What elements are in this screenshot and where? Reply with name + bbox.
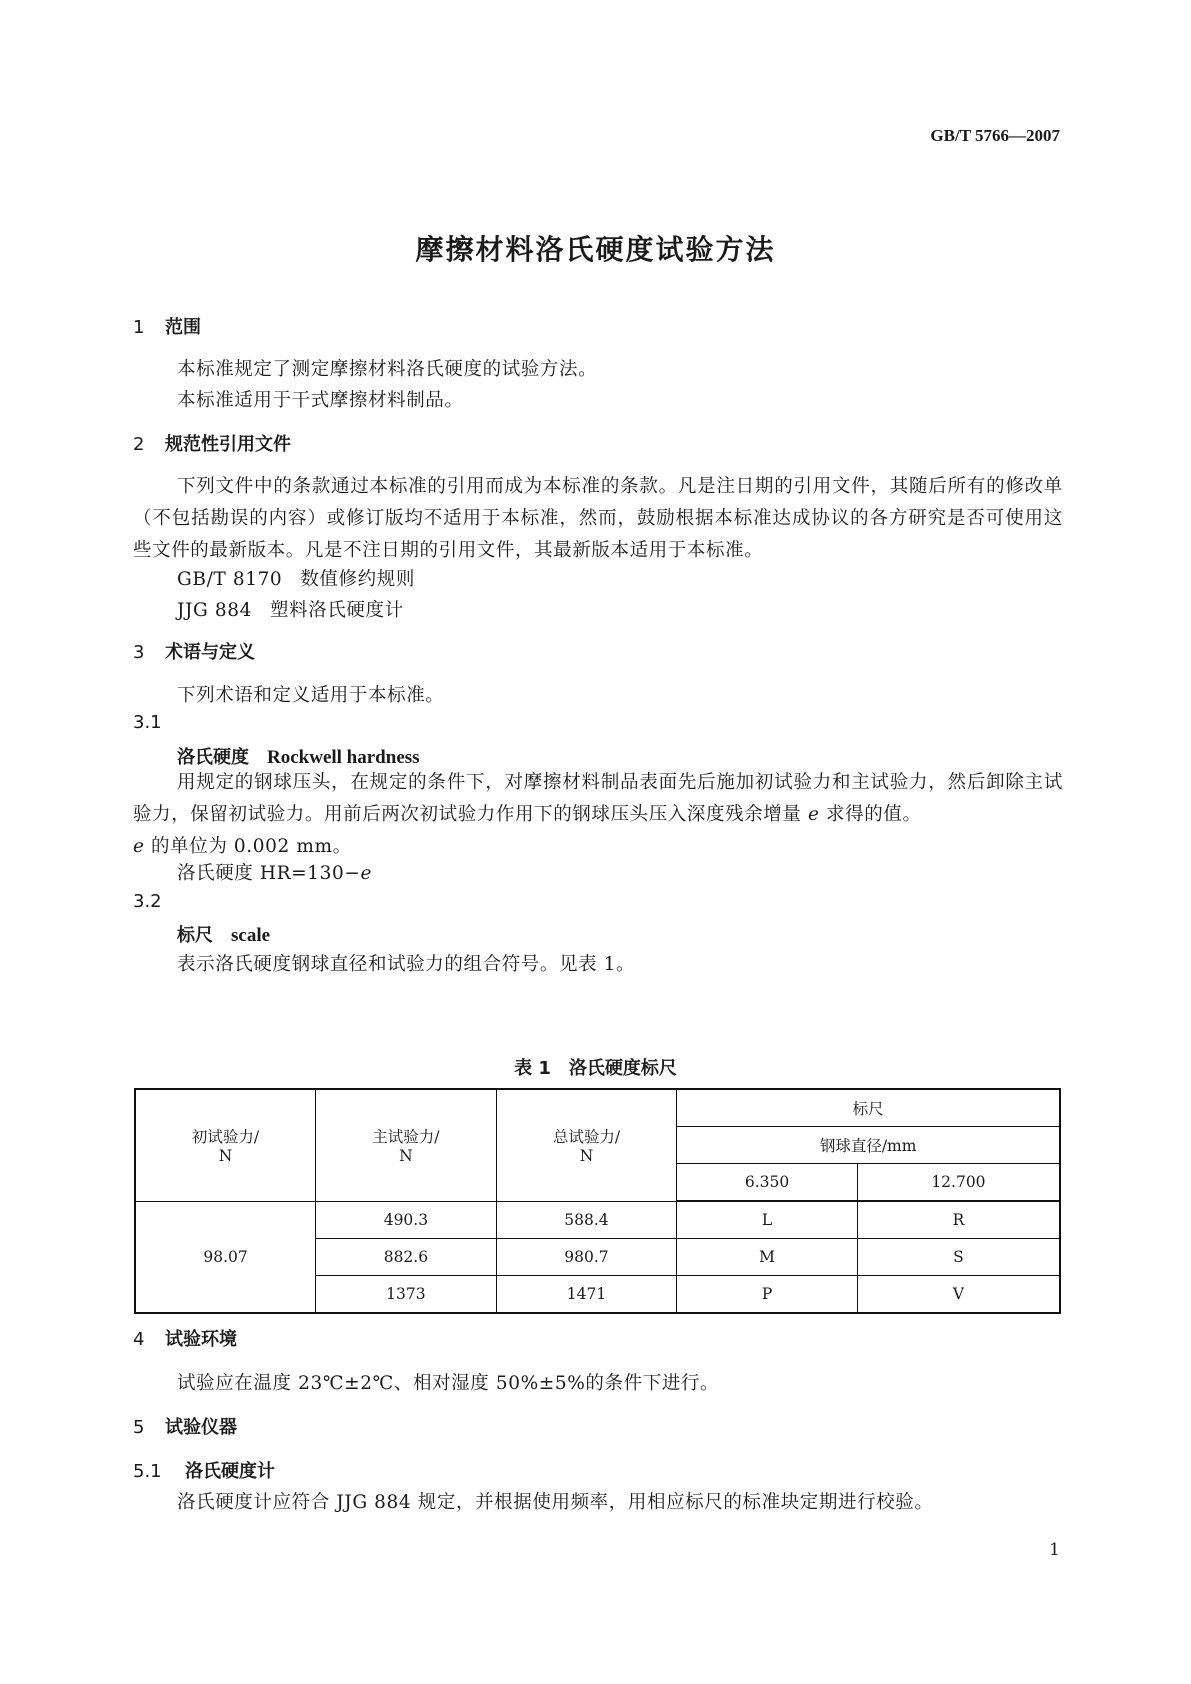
section-title: 试验仪器 xyxy=(165,1417,237,1438)
document-title: 摩擦材料洛氏硬度试验方法 xyxy=(415,233,776,266)
main-force-cell: 490.3 xyxy=(316,1201,497,1239)
main-force-cell: 882.6 xyxy=(316,1239,497,1276)
scale-a-cell: L xyxy=(677,1201,858,1239)
header-total-force: 总试验力/ N xyxy=(496,1089,677,1201)
s4-paragraph-1: 试验应在温度 23℃±2℃、相对湿度 50%±5%的条件下进行。 xyxy=(177,1373,720,1394)
term-definition: 表示洛氏硬度钢球直径和试验力的组合符号。见表 1。 xyxy=(177,954,636,975)
table-caption: 表 1 洛氏硬度标尺 xyxy=(514,1058,677,1079)
rockwell-scale-table xyxy=(134,1088,1061,1314)
scale-b-cell: S xyxy=(857,1239,1060,1276)
term-scale xyxy=(177,921,270,947)
scale-a-cell: P xyxy=(677,1276,858,1314)
section-title: 范围 xyxy=(165,317,201,338)
hardness-formula: 洛氏硬度 HR=130−e xyxy=(177,863,373,884)
s1-paragraph-1: 本标准规定了测定摩擦材料洛氏硬度的试验方法。 xyxy=(177,359,598,380)
section-number: 4 xyxy=(133,1329,145,1350)
s2-paragraph-1: 下列文件中的条款通过本标准的引用而成为本标准的条款。凡是注日期的引用文件，其随后所有的修改单（不包括勘误的内容）或修订版均不适用于本标准，然而，鼓励根据本标准达成协议的各方研究是否可使用这些文件的最新版本。凡是不注日期的引用文件，其最新版本适用于本标准。 xyxy=(133,476,1063,561)
section-number: 2 xyxy=(133,434,145,455)
standard-code: GB/T 5766—2007 xyxy=(930,126,1060,145)
header-ball-diameter: 钢球直径/mm xyxy=(677,1127,1060,1164)
s5-1-paragraph-1: 洛氏硬度计应符合 JJG 884 规定，并根据使用频率，用相应标尺的标准块定期进行校验。 xyxy=(177,1492,934,1513)
total-force-cell: 980.7 xyxy=(496,1239,677,1276)
total-force-cell: 588.4 xyxy=(496,1201,677,1239)
scale-a-cell: M xyxy=(677,1239,858,1276)
page-number: 1 xyxy=(1049,1540,1060,1560)
reference-code: GB/T 8170 xyxy=(177,569,283,590)
header-main-force: 主试验力/ N xyxy=(316,1089,497,1201)
clause-5-1-heading xyxy=(133,1457,275,1483)
unit-note: e 的单位为 0.002 mm。 xyxy=(133,836,352,857)
section-3-heading xyxy=(133,638,255,664)
reference-item xyxy=(177,565,415,591)
section-2-heading xyxy=(133,430,291,456)
table-row xyxy=(135,1201,1060,1239)
header-initial-force: 初试验力/ N xyxy=(135,1089,316,1201)
scale-b-cell: V xyxy=(857,1276,1060,1314)
reference-name: 塑料洛氏硬度计 xyxy=(270,600,404,621)
clause-3-1-number: 3.1 xyxy=(133,712,162,733)
section-number: 3 xyxy=(133,642,145,663)
clause-number: 5.1 xyxy=(133,1461,162,1482)
reference-code: JJG 884 xyxy=(177,600,253,621)
header-ball-b: 12.700 xyxy=(857,1164,1060,1202)
clause-3-2-number: 3.2 xyxy=(133,891,162,912)
total-force-cell: 1471 xyxy=(496,1276,677,1314)
s1-paragraph-2: 本标准适用于干式摩擦材料制品。 xyxy=(177,390,464,411)
section-number: 5 xyxy=(133,1417,145,1438)
term-definition: 用规定的钢球压头，在规定的条件下，对摩擦材料制品表面先后施加初试验力和主试验力，然后卸除主试验力，保留初试验力。用前后两次初试验力作用下的钢球压头压入深度残余增量 e 求得的值。 xyxy=(133,772,1063,825)
term-rockwell-hardness xyxy=(177,743,420,769)
section-number: 1 xyxy=(133,317,145,338)
section-1-heading xyxy=(133,313,201,339)
reference-item xyxy=(177,596,404,622)
section-4-heading xyxy=(133,1325,237,1351)
clause-title: 洛氏硬度计 xyxy=(185,1461,275,1482)
term-english: Rockwell hardness xyxy=(267,747,420,768)
main-force-cell: 1373 xyxy=(316,1276,497,1314)
section-title: 术语与定义 xyxy=(165,642,255,663)
scale-b-cell: R xyxy=(857,1201,1060,1239)
reference-name: 数值修约规则 xyxy=(300,569,415,590)
s3-paragraph-1: 下列术语和定义适用于本标准。 xyxy=(177,685,445,706)
term-chinese: 洛氏硬度 xyxy=(177,747,249,768)
term-english: scale xyxy=(231,925,271,946)
initial-force-cell: 98.07 xyxy=(135,1201,316,1313)
section-title: 规范性引用文件 xyxy=(165,434,291,455)
term-chinese: 标尺 xyxy=(177,925,213,946)
header-scale: 标尺 xyxy=(677,1089,1060,1127)
header-ball-a: 6.350 xyxy=(677,1164,858,1202)
section-title: 试验环境 xyxy=(165,1329,237,1350)
section-5-heading xyxy=(133,1413,237,1439)
